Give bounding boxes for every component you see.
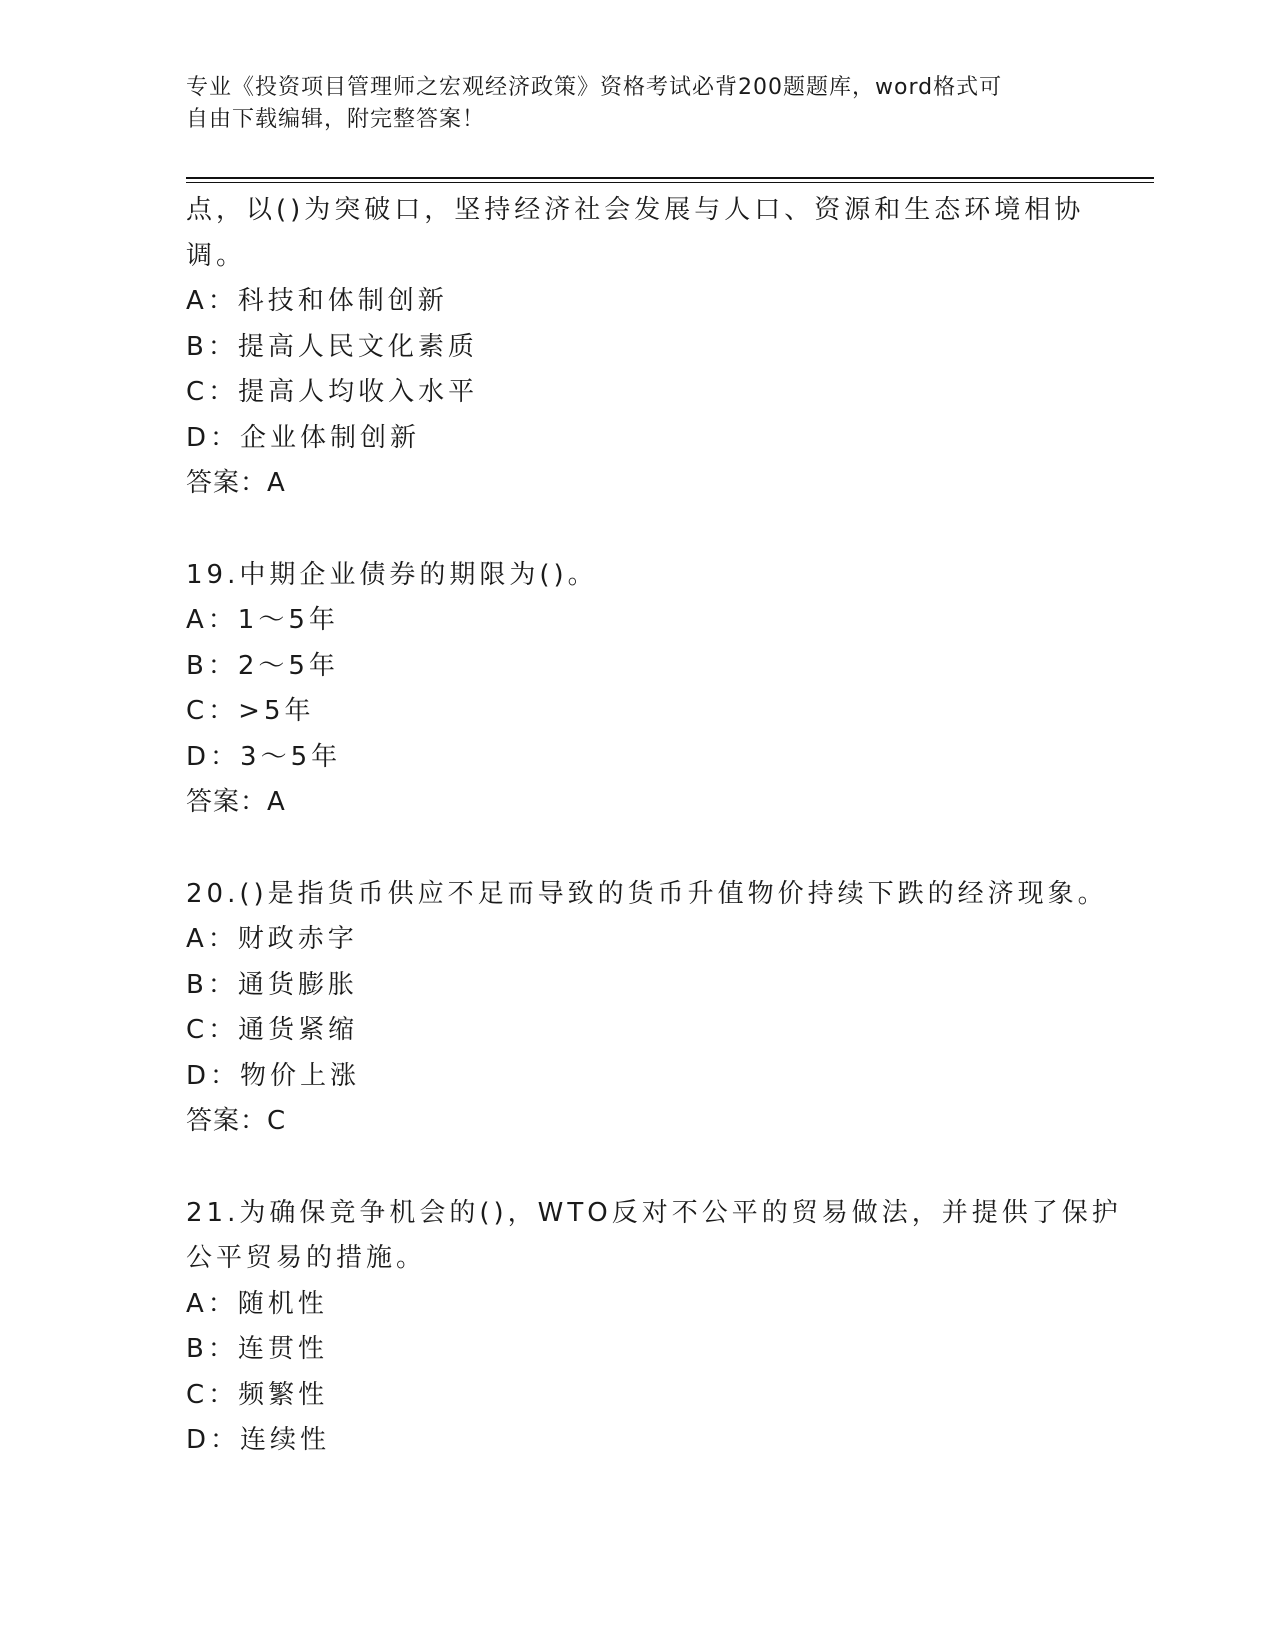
question-list (186, 188, 1122, 1464)
option-c: C：>5年 (186, 696, 315, 726)
question-stem: 21.为确保竞争机会的()，WTO反对不公平的贸易做法，并提供了保护 (186, 1197, 1122, 1228)
option-d: D：企业体制创新 (186, 422, 421, 453)
question-19 (186, 553, 1086, 826)
option-b: B：通货膨胀 (186, 969, 358, 1000)
question-20 (186, 872, 1108, 1145)
answer-key: 答案：A (186, 468, 286, 498)
option-b: B：连贯性 (186, 1334, 328, 1364)
question-18 (186, 188, 1086, 507)
question-stem-continued: 公平贸易的措施。 (186, 1243, 427, 1273)
answer-key: 答案：A (186, 787, 286, 817)
spacer (186, 507, 1086, 553)
answer-key: 答案：C (186, 1106, 287, 1136)
option-c: C：通货紧缩 (186, 1015, 359, 1045)
spacer (186, 1145, 1086, 1191)
option-b: B：提高人民文化素质 (186, 331, 478, 362)
header-divider-thick (186, 177, 1154, 179)
option-a: A：财政赤字 (186, 924, 358, 954)
option-a: A：随机性 (186, 1288, 328, 1319)
header-title-line-1: 专业《投资项目管理师之宏观经济政策》资格考试必背200题题库，word格式可 (186, 75, 1003, 100)
question-stem-continued: 调。 (186, 240, 247, 271)
option-a: A：科技和体制创新 (186, 286, 448, 316)
option-c: C：频繁性 (186, 1379, 329, 1410)
question-stem: 19.中期企业债券的期限为()。 (186, 559, 598, 590)
option-b: B：2～5年 (186, 650, 339, 681)
spacer (186, 826, 1086, 872)
header-divider-thin (186, 182, 1154, 183)
question-stem: 点，以()为突破口，坚持经济社会发展与人口、资源和生态环境相协 (186, 195, 1085, 225)
document-header (186, 72, 1086, 136)
option-d: D：3～5年 (186, 741, 342, 772)
option-c: C：提高人均收入水平 (186, 377, 479, 407)
header-title-line-2: 自由下载编辑，附完整答案！ (186, 107, 486, 132)
question-stem: 20.()是指货币供应不足而导致的货币升值物价持续下跌的经济现象。 (186, 878, 1108, 909)
option-a: A：1～5年 (186, 605, 339, 635)
option-d: D：物价上涨 (186, 1060, 361, 1091)
option-d: D：连续性 (186, 1425, 331, 1455)
question-21 (186, 1191, 1122, 1464)
